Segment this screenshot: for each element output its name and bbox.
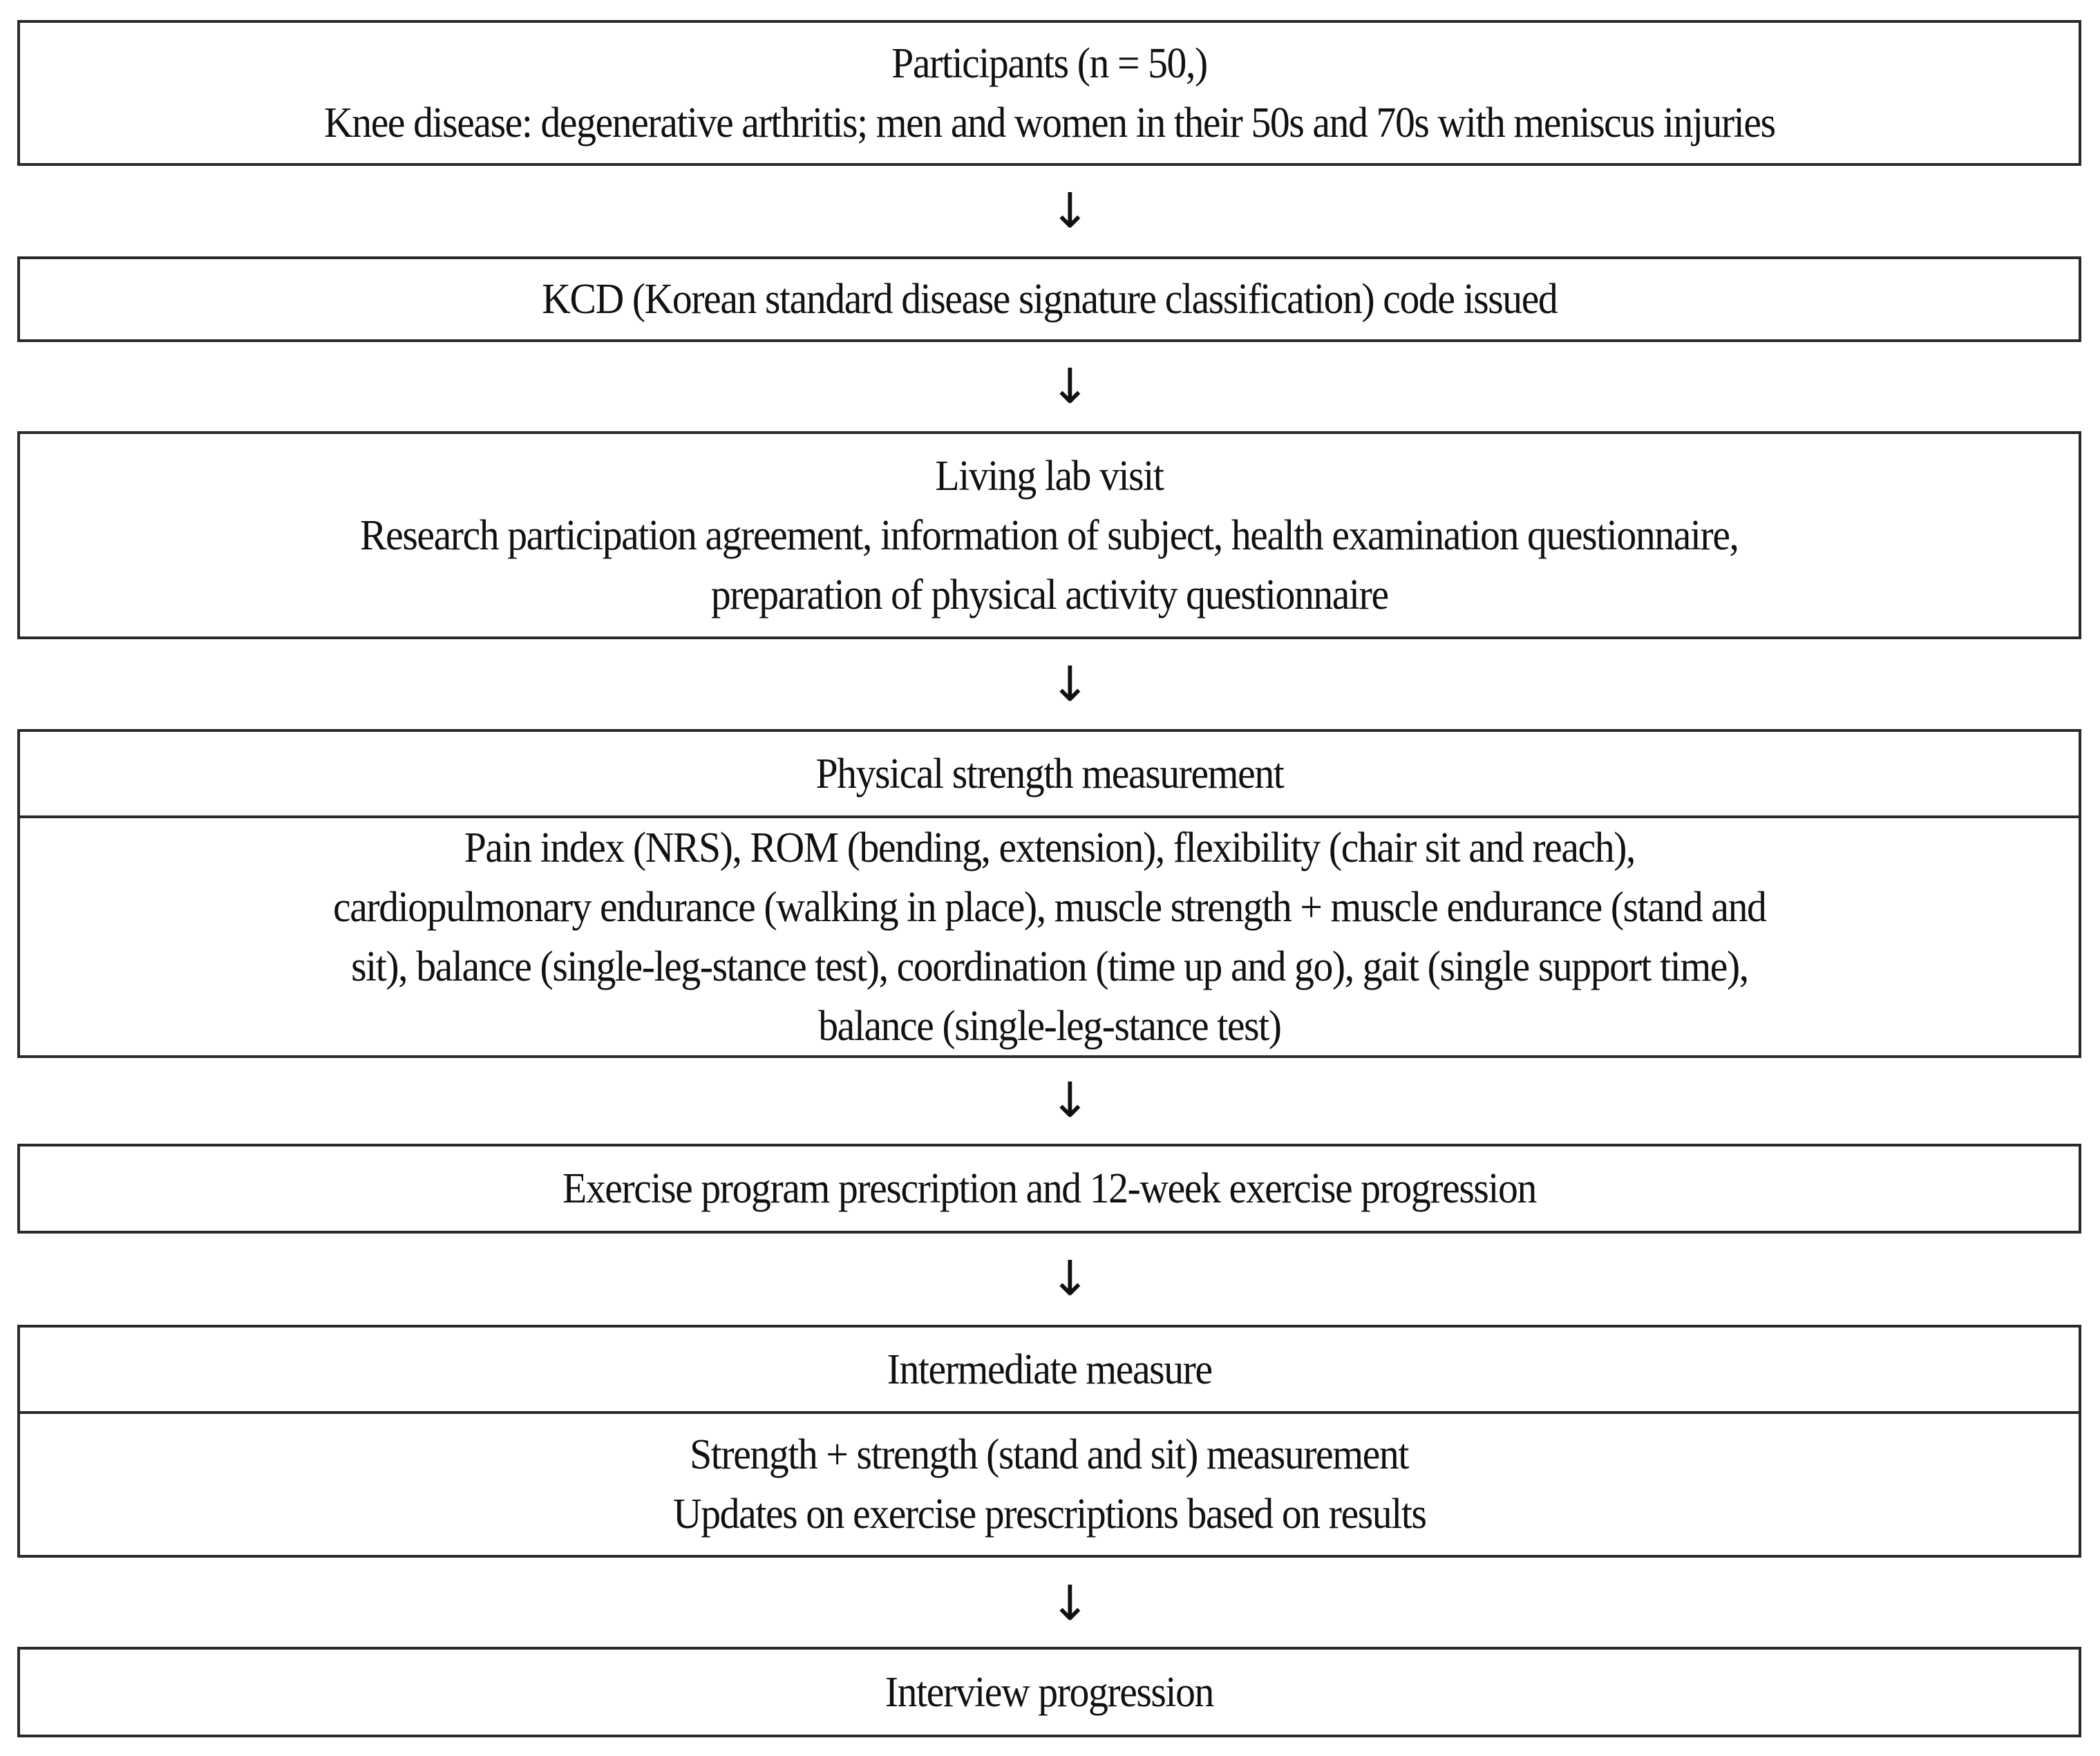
step-participants [17, 20, 2081, 166]
step-detail: Pain index (NRS), ROM (bending, extension), flexibility (chair sit and reach), [464, 824, 1635, 871]
step-title: KCD (Korean standard disease signature classification) code issued [541, 276, 1558, 323]
down-arrow-icon: ↓ [1050, 182, 1090, 239]
step-detail: balance (single-leg-stance test) [817, 1002, 1281, 1050]
step-header [20, 1328, 2079, 1411]
down-arrow-icon: ↓ [1050, 1250, 1090, 1307]
step-title: Participants (n = 50,) [891, 39, 1207, 87]
step-detail: Research participation agreement, information of subject, health examination questionnaire, [360, 511, 1739, 559]
step-title: Intermediate measure [887, 1346, 1212, 1393]
step-header [20, 732, 2079, 815]
step-detail-section [20, 815, 2079, 1055]
step-detail: preparation of physical activity questionnaire [710, 571, 1388, 619]
step-kcd-code [17, 256, 2081, 342]
step-intermediate-measure [17, 1325, 2081, 1558]
step-interview [17, 1647, 2081, 1737]
step-living-lab-visit-body [20, 434, 2079, 636]
down-arrow-icon: ↓ [1050, 1072, 1090, 1129]
step-detail: Updates on exercise prescriptions based on results [672, 1491, 1426, 1538]
step-interview-body [20, 1650, 2079, 1735]
step-exercise-program [17, 1144, 2081, 1234]
step-participants-body [20, 23, 2079, 163]
step-physical-strength-measurement [17, 729, 2081, 1058]
step-title: Physical strength measurement [815, 750, 1283, 797]
step-kcd-code-body [20, 259, 2079, 339]
down-arrow-icon: ↓ [1050, 1575, 1090, 1632]
step-title: Interview progression [885, 1668, 1214, 1716]
step-detail: sit), balance (single-leg-stance test), coordination (time up and go), gait (single support time), [350, 943, 1748, 990]
step-detail: Strength + strength (stand and sit) measurement [690, 1431, 1409, 1478]
step-exercise-program-body [20, 1146, 2079, 1231]
down-arrow-icon: ↓ [1050, 358, 1090, 415]
step-title: Exercise program prescription and 12-week exercise progression [562, 1165, 1536, 1212]
step-living-lab-visit [17, 431, 2081, 639]
step-title: Living lab visit [935, 452, 1164, 500]
step-detail: cardiopulmonary endurance (walking in place), muscle strength + muscle endurance (stand and [332, 883, 1766, 931]
down-arrow-icon: ↓ [1050, 656, 1090, 712]
step-detail: Knee disease: degenerative arthritis; men and women in their 50s and 70s with meniscus injuries [323, 99, 1775, 147]
step-detail-section [20, 1411, 2079, 1555]
